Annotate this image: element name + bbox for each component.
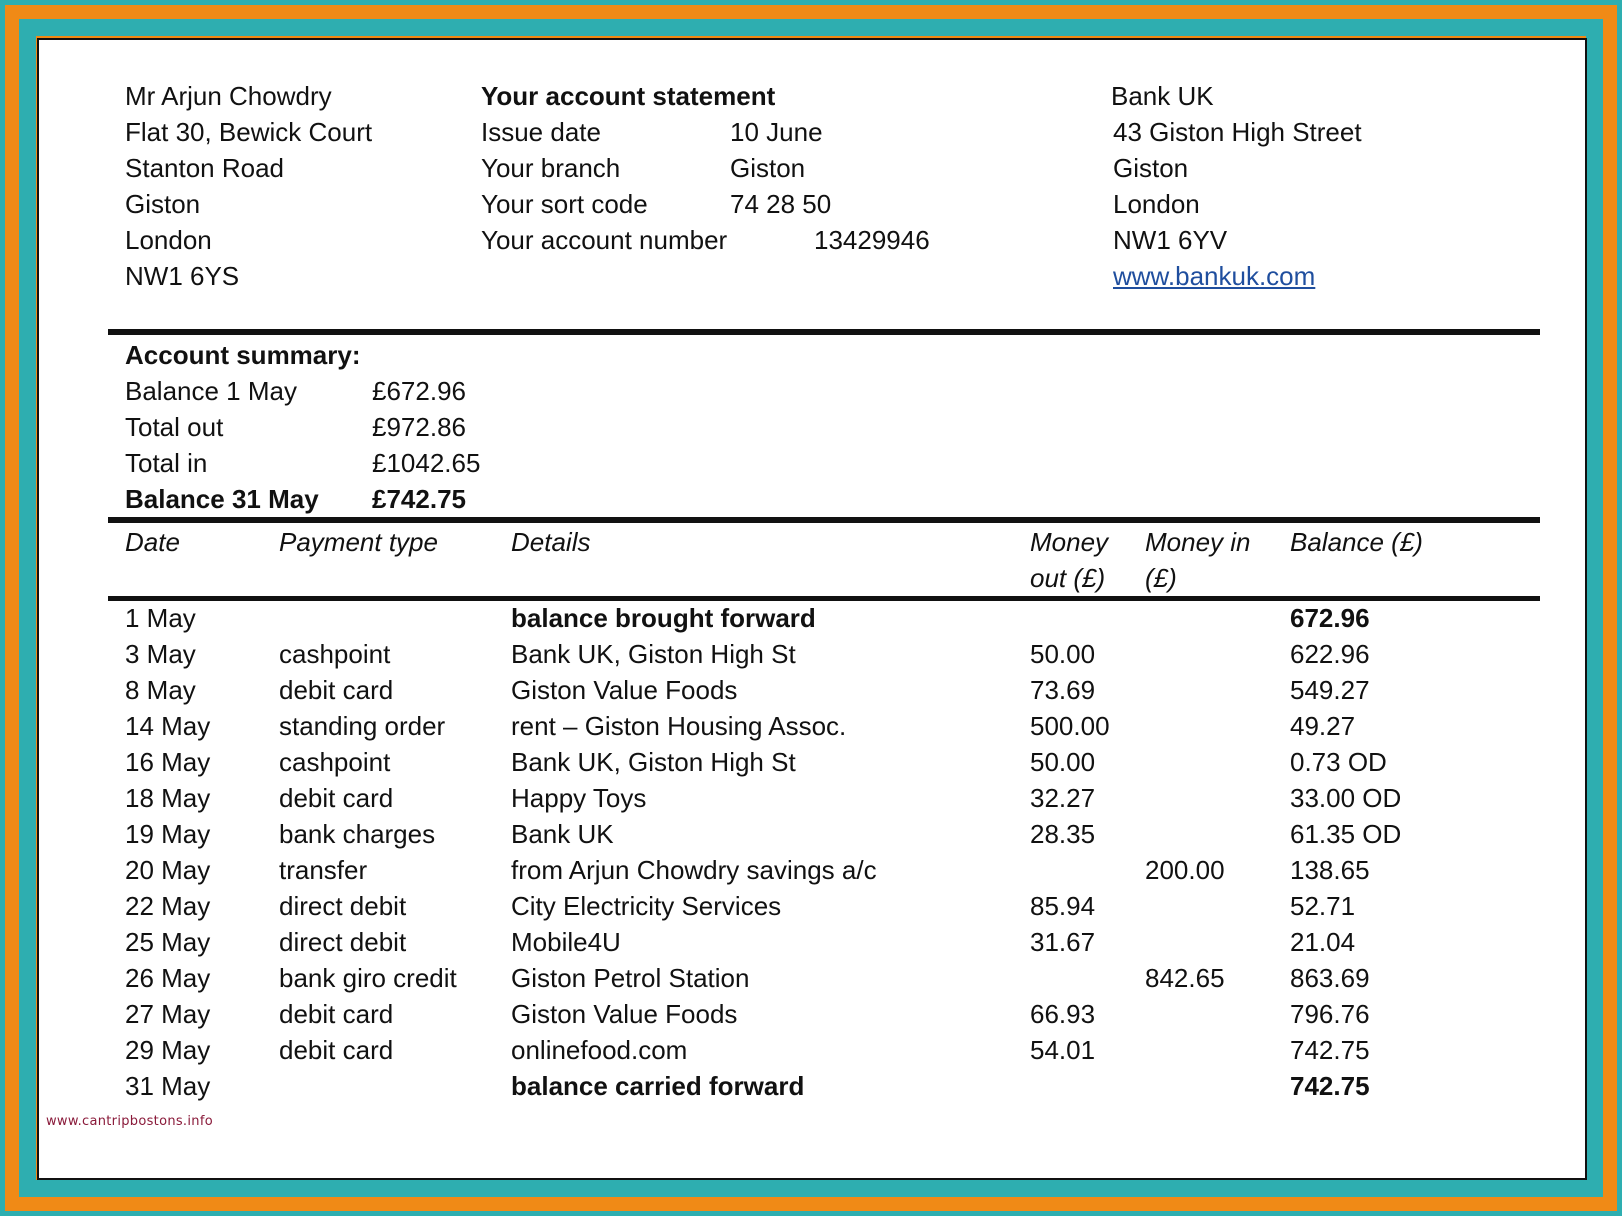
row-money-out: 66.93: [1030, 999, 1096, 1029]
row-payment-type: bank giro credit: [279, 963, 457, 993]
row-date: 22 May: [125, 891, 211, 921]
row-date: 20 May: [125, 855, 211, 885]
table-row: [39, 708, 1585, 744]
summary-value: £972.86: [372, 412, 466, 442]
row-payment-type: direct debit: [279, 927, 407, 957]
row-balance: 138.65: [1290, 855, 1370, 885]
row-details: City Electricity Services: [511, 891, 782, 921]
table-row: [39, 600, 1585, 636]
row-date: 3 May: [125, 639, 196, 669]
row-balance: 52.71: [1290, 891, 1356, 921]
sort-code-label: Your sort code: [481, 189, 648, 219]
issue-date-label: Issue date: [481, 117, 601, 147]
column-header-money-out: Money: [1030, 527, 1109, 557]
table-row: [39, 780, 1585, 816]
row-payment-type: debit card: [279, 783, 394, 813]
summary-label: Balance 31 May: [125, 484, 319, 514]
row-details: Happy Toys: [511, 783, 647, 813]
column-header-money-out: out (£): [1030, 563, 1106, 593]
row-payment-type: debit card: [279, 1035, 394, 1065]
column-header-date: Date: [125, 527, 180, 557]
bank-address-line: 43 Giston High Street: [1113, 117, 1362, 147]
row-balance: 796.76: [1290, 999, 1370, 1029]
row-details: balance brought forward: [511, 603, 816, 633]
row-balance: 33.00 OD: [1290, 783, 1402, 813]
row-details: Bank UK, Giston High St: [511, 747, 796, 777]
table-row: [39, 636, 1585, 672]
row-details: Giston Petrol Station: [511, 963, 750, 993]
customer-address-line: NW1 6YS: [125, 261, 240, 291]
summary-value: £672.96: [372, 376, 466, 406]
row-payment-type: debit card: [279, 999, 394, 1029]
column-header-details: Details: [511, 527, 591, 557]
row-details: balance carried forward: [511, 1071, 805, 1101]
account-number-label: Your account number: [481, 225, 728, 255]
row-balance: 49.27: [1290, 711, 1356, 741]
table-row: [39, 924, 1585, 960]
table-row: [39, 1032, 1585, 1068]
row-date: 31 May: [125, 1071, 211, 1101]
customer-address-line: London: [125, 225, 212, 255]
row-balance: 622.96: [1290, 639, 1370, 669]
customer-address-line: Giston: [125, 189, 201, 219]
summary-value: £742.75: [372, 484, 466, 514]
summary-label: Total in: [125, 448, 208, 478]
bank-address-line: Giston: [1113, 153, 1189, 183]
row-details: Bank UK: [511, 819, 614, 849]
branch-value: Giston: [730, 153, 806, 183]
row-money-out: 54.01: [1030, 1035, 1096, 1065]
watermark-text: www.cantripbostons.info: [46, 1114, 213, 1129]
row-payment-type: cashpoint: [279, 639, 391, 669]
row-balance: 742.75: [1290, 1035, 1370, 1065]
row-date: 8 May: [125, 675, 196, 705]
bank-website-link[interactable]: www.bankuk.com: [1113, 261, 1316, 291]
row-payment-type: debit card: [279, 675, 394, 705]
customer-address-line: Stanton Road: [125, 153, 285, 183]
row-date: 18 May: [125, 783, 211, 813]
row-date: 16 May: [125, 747, 211, 777]
statement-document: [37, 38, 1587, 1180]
branch-label: Your branch: [481, 153, 621, 183]
summary-title: Account summary:: [125, 340, 361, 370]
row-date: 27 May: [125, 999, 211, 1029]
row-details: Giston Value Foods: [511, 675, 738, 705]
row-balance: 549.27: [1290, 675, 1370, 705]
table-row: [39, 960, 1585, 996]
row-details: rent – Giston Housing Assoc.: [511, 711, 847, 741]
row-details: from Arjun Chowdry savings a/c: [511, 855, 877, 885]
row-money-out: 50.00: [1030, 747, 1096, 777]
column-header-money-in: Money in: [1145, 527, 1251, 557]
table-row: [39, 672, 1585, 708]
bank-name: Bank UK: [1111, 81, 1214, 111]
row-details: Mobile4U: [511, 927, 621, 957]
row-balance: 672.96: [1290, 603, 1370, 633]
row-balance: 21.04: [1290, 927, 1356, 957]
row-money-out: 500.00: [1030, 711, 1110, 741]
row-date: 25 May: [125, 927, 211, 957]
row-details: Giston Value Foods: [511, 999, 738, 1029]
row-money-out: 28.35: [1030, 819, 1096, 849]
customer-name: Mr Arjun Chowdry: [125, 81, 332, 111]
row-money-out: 31.67: [1030, 927, 1096, 957]
row-date: 1 May: [125, 603, 196, 633]
row-balance: 0.73 OD: [1290, 747, 1387, 777]
account-number-value: 13429946: [814, 225, 930, 255]
table-row: [39, 996, 1585, 1032]
row-payment-type: bank charges: [279, 819, 436, 849]
row-money-out: 73.69: [1030, 675, 1096, 705]
row-money-in: 200.00: [1145, 855, 1225, 885]
issue-date-value: 10 June: [730, 117, 823, 147]
row-date: 19 May: [125, 819, 211, 849]
row-balance: 742.75: [1290, 1071, 1370, 1101]
table-row: [39, 744, 1585, 780]
customer-address-line: Flat 30, Bewick Court: [125, 117, 373, 147]
table-row: [39, 816, 1585, 852]
row-balance: 61.35 OD: [1290, 819, 1402, 849]
row-date: 29 May: [125, 1035, 211, 1065]
row-money-out: 50.00: [1030, 639, 1096, 669]
bank-address-line: London: [1113, 189, 1200, 219]
row-balance: 863.69: [1290, 963, 1370, 993]
summary-label: Total out: [125, 412, 224, 442]
column-header-balance: Balance (£): [1290, 527, 1423, 557]
column-header-money-in: (£): [1145, 563, 1177, 593]
row-payment-type: direct debit: [279, 891, 407, 921]
sort-code-value: 74 28 50: [730, 189, 832, 219]
row-money-out: 32.27: [1030, 783, 1096, 813]
summary-label: Balance 1 May: [125, 376, 297, 406]
column-header-payment-type: Payment type: [279, 527, 438, 557]
table-row: [39, 852, 1585, 888]
statement-title: Your account statement: [481, 81, 776, 111]
row-money-in: 842.65: [1145, 963, 1225, 993]
row-details: Bank UK, Giston High St: [511, 639, 796, 669]
row-details: onlinefood.com: [511, 1035, 688, 1065]
row-payment-type: transfer: [279, 855, 368, 885]
row-date: 26 May: [125, 963, 211, 993]
table-row: [39, 1068, 1585, 1104]
row-date: 14 May: [125, 711, 211, 741]
row-payment-type: cashpoint: [279, 747, 391, 777]
summary-value: £1042.65: [372, 448, 481, 478]
section-divider: [108, 329, 1540, 335]
table-row: [39, 888, 1585, 924]
row-payment-type: standing order: [279, 711, 446, 741]
row-money-out: 85.94: [1030, 891, 1096, 921]
section-divider: [108, 517, 1540, 523]
bank-address-line: NW1 6YV: [1113, 225, 1228, 255]
